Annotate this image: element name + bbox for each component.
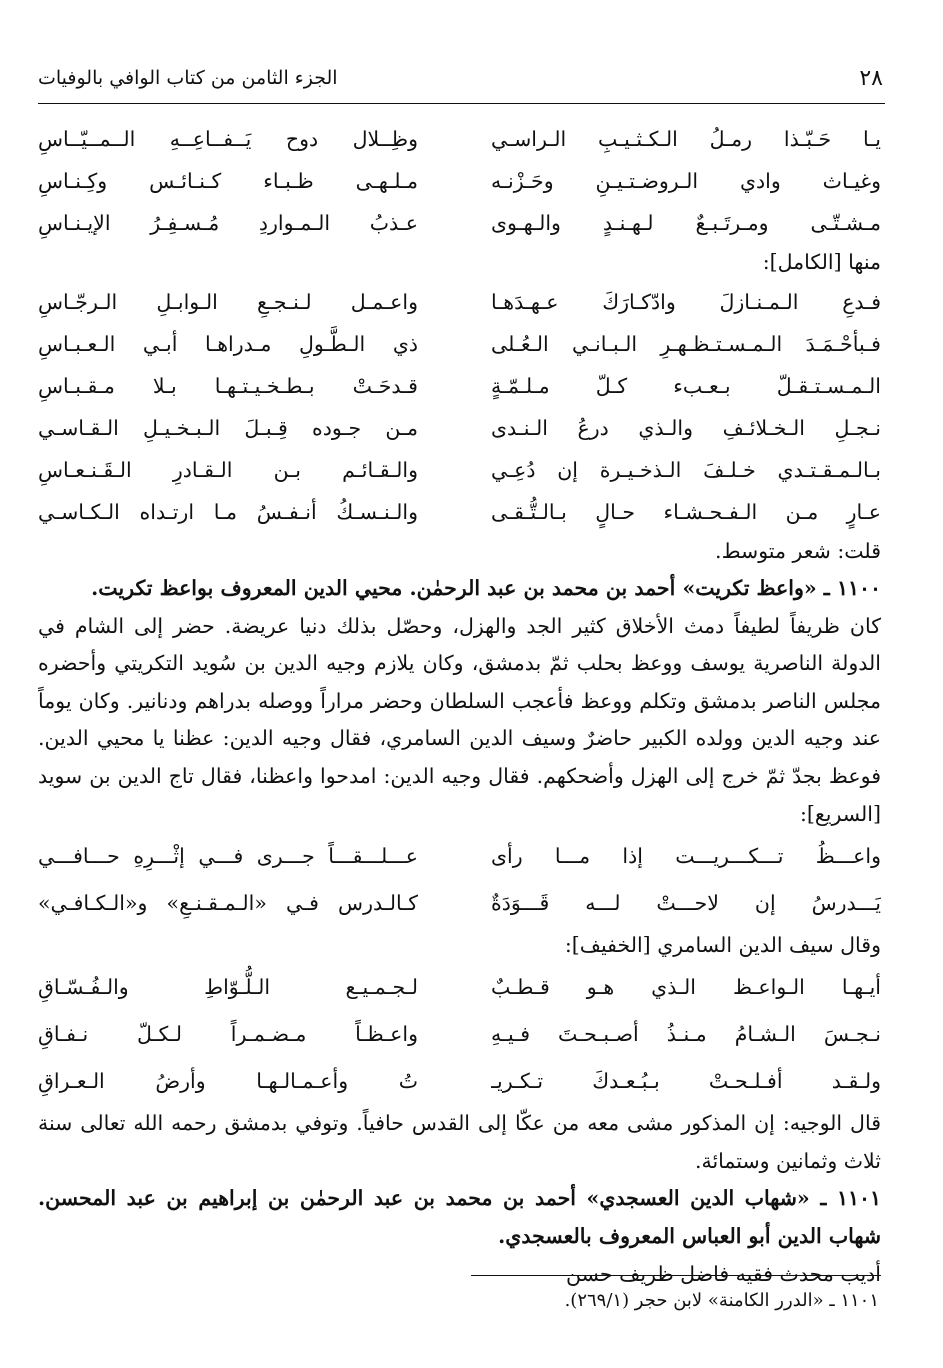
footnote: ١١٠١ ـ «الدرر الكامنة» لابن حجر (٢٦٩/١).: [564, 1290, 879, 1311]
verse-line: [38, 491, 881, 533]
poem-block-3: [38, 833, 881, 927]
verse-right-hemistich: مـشـتّـى ومـرتَـبـعٌ لـهـنـدٍ والـهـوى: [491, 211, 881, 235]
meter-label: وقال سيف الدين السامري [الخفيف]:: [564, 933, 881, 958]
verse-line: [38, 1058, 881, 1105]
verse-line: [38, 323, 881, 365]
verse-line: [38, 964, 881, 1011]
verse-line: [38, 202, 881, 244]
main-text: [38, 118, 881, 1293]
entry-1100-closing: قال الوجيه: إن المذكور مشى معه من عكّا إلى القدس حافياً. وتوفي بدمشق رحمه الله تعالى سنة ثلاث وثمانين وستمائة.: [38, 1111, 881, 1173]
verse-right-hemistich: عـارٍ مـن الـفـحـشـاء حـالٍ بـالـتُّـقـى: [491, 500, 881, 524]
poem-block-4: [38, 964, 881, 1105]
verse-line: [38, 833, 881, 880]
remark-line: قلت: شعر متوسط.: [715, 539, 881, 563]
footnote-divider: [471, 1275, 881, 1276]
poem-block-2: [38, 281, 881, 533]
verse-line: [38, 449, 881, 491]
verse-line: [38, 160, 881, 202]
verse-right-hemistich: بـالـمـقـتـدي خـلـفَ الـذخـيـرة إن دُعِـي: [491, 458, 881, 482]
verse-left-hemistich: مـن جـوده قِـبـلَ الـبـخـيـلِ الـقـاسـي: [38, 416, 418, 440]
verse-left-hemistich: مـلـهـى ظـبـاء كـنـائـس وكِـنـاسِ: [38, 169, 418, 193]
entry-1100-body: كان ظريفاً لطيفاً دمث الأخلاق كثير الجد والهزل، وحصّل بذلك دنيا عريضة. حضر إلى الشام في الدولة الناصرية يوسف ووعظ بحلب ثمّ بدمشق، وكان يلازم وجيه الدين بن سُويد التكريتي وأحضره مجلس الناصر بدمشق وتكلم ووعظ فأعجب السلطان وحضر مراراً ووصله بدراهم ودنانير. وكان يوماً عند وجيه الدين وولده الكبير حاضرٌ وسيف الدين السامري، فقال وجيه الدين: عظنا يا محيي الدين. فوعظ بجدّ ثمّ خرج إلى الهزل وأضحكهم. فقال وجيه الدين: امدحوا واعظنا، فقال تاج الدين بن سويد [السريع]:: [38, 613, 881, 826]
verse-left-hemistich: عـذبُ الـمـواردِ مُـسـفِـرُ الإيـنـاسِ: [38, 211, 418, 235]
verse-right-hemistich: الـمـسـتـقـلّ بـعـبء كـلّ مـلـمّـةٍ: [491, 374, 881, 398]
verse-right-hemistich: أيـهـا الـواعـظ الـذي هـو قـطـبٌ: [491, 975, 881, 1000]
verse-right-hemistich: نـجـلِ الـخـلائـفِ والـذي درعُ الـنـدى: [491, 416, 881, 440]
verse-line: [38, 1011, 881, 1058]
verse-line: [38, 281, 881, 323]
verse-left-hemistich: لـجـمـيـع الـلُّـوّاطِ والـفُـسّـاقِ: [38, 975, 418, 1000]
verse-left-hemistich: واعـظـاً مـضـمـراً لـكـلّ نـفـاقِ: [38, 1022, 418, 1047]
verse-line: [38, 118, 881, 160]
verse-left-hemistich: تُ وأعـمـالـهـا وأرضُ الـعـراقِ: [38, 1069, 418, 1094]
entry-1100-heading: ١١٠٠ ـ «واعظ تكريت» أحمد بن محمد بن عبد الرحمٰن. محيي الدين المعروف بواعظ تكريت.: [91, 576, 881, 600]
verse-right-hemistich: فـدعِ الـمـنـازلَ وادّكـارَكَ عـهـدَهـا: [491, 290, 881, 314]
verse-line: [38, 407, 881, 449]
verse-left-hemistich: ذي الـطَّـولِ مـدراهـا أبـي الـعـبـاسِ: [38, 332, 418, 356]
running-title: الجزء الثامن من كتاب الوافي بالوفيات: [38, 67, 338, 89]
verse-line: [38, 365, 881, 407]
verse-right-hemistich: نـجـسَ الـشـامُ مـنـذُ أصـبـحـتَ فـيـهِ: [491, 1022, 881, 1047]
verse-right-hemistich: يـا حَـبّـذا رمـلُ الـكـثـيـبِ الـراسـي: [491, 127, 881, 151]
header-divider: [38, 103, 885, 104]
verse-left-hemistich: والـنـسـكُ أنـفـسُ مـا ارتـداه الـكـاسـي: [38, 500, 418, 524]
poem-block-1: [38, 118, 881, 244]
verse-right-hemistich: فـبأحْـمَـدَ الـمـسـتـظـهـرِ الـبـانـي الـعُـلى: [491, 332, 881, 356]
meter-label: منها [الكامل]:: [762, 250, 881, 274]
verse-right-hemistich: واعـــظُ تـــكـــريـــت إذا مـــا رأى: [491, 844, 881, 869]
verse-right-hemistich: وغيـاث وادي الـروضـتـيـنِ وحَـزْنـه: [491, 169, 881, 193]
verse-line: [38, 880, 881, 927]
entry-1101-body: أديب محدث فقيه فاضل ظريف حسن: [566, 1261, 881, 1286]
verse-left-hemistich: وظِــلال دوح يَــفــاعِــهِ الــمــيّــاسِ: [38, 127, 418, 151]
verse-left-hemistich: قـدحَـتْ بـطـخـيـتـهـا بـلا مـقـبـاسِ: [38, 374, 418, 398]
verse-right-hemistich: ولـقـد أفـلـحـتْ بـبُـعـدكَ تـكـريـ: [491, 1069, 881, 1094]
verse-left-hemistich: كـالـدرس فـي «الـمـقـنـعِ» و«الـكـافـي»: [38, 891, 418, 916]
entry-1101-heading: ١١٠١ ـ «شهاب الدين العسجدي» أحمد بن محمد بن عبد الرحمٰن بن إبراهيم بن عبد المحسن. شهاب الدين أبو العباس المعروف بالعسجدي.: [38, 1186, 881, 1248]
verse-right-hemistich: يَـــدرسُ إن لاحـــتْ لـــه قَـــوَدَةٌ: [491, 891, 881, 916]
verse-left-hemistich: واعـمـل لـنـجـعِ الـوابـلِ الـرجّـاسِ: [38, 290, 418, 314]
verse-left-hemistich: عـــلـــقـــاً جـــرى فـــي إثْـــرِهِ حـــافـــي: [38, 844, 418, 869]
verse-left-hemistich: والـقـائـم بـن الـقـادرِ الـقَـنـعـاسِ: [38, 458, 418, 482]
page-number: ٢٨: [859, 65, 883, 91]
page-header: [38, 58, 883, 98]
